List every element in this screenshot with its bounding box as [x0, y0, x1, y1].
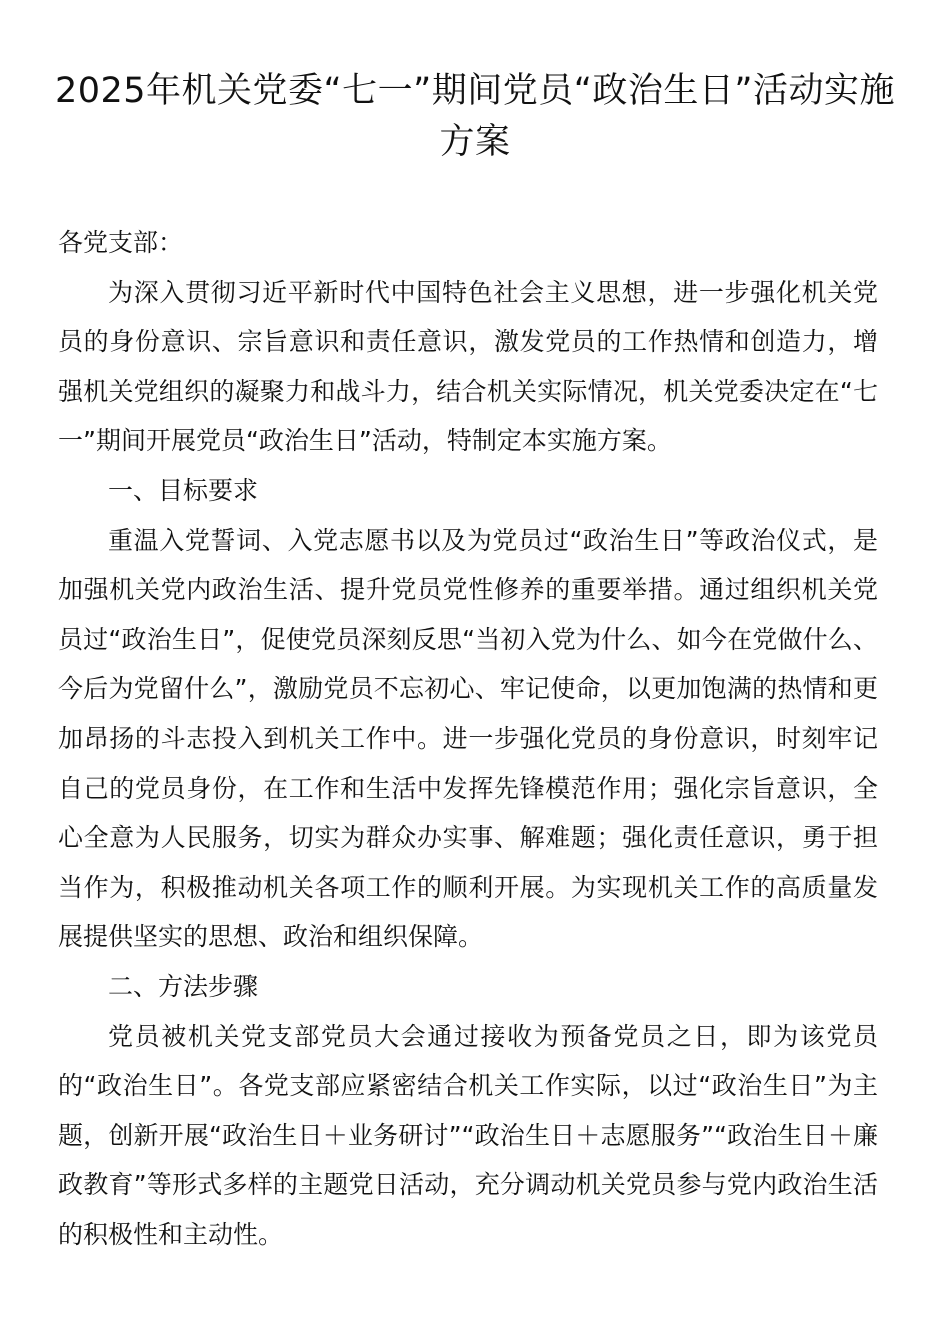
document-body: [58, 218, 878, 1259]
section-paragraph-methods: 党员被机关党支部党员大会通过接收为预备党员之日，即为该党员的“政治生日”。各党支部应紧密结合机关工作实际，以过“政治生日”为主题，创新开展“政治生日＋业务研讨”“政治生日＋志愿服务”“政治生日＋廉政教育”等形式多样的主题党日活动，充分调动机关党员参与党内政治生活的积极性和主动性。: [58, 1021, 878, 1249]
salutation: 各党支部：: [58, 228, 184, 257]
section-heading-goals: 一、目标要求: [108, 475, 259, 505]
section-heading-methods: 二、方法步骤: [108, 971, 259, 1001]
document-title: 2025年机关党委“七一”期间党员“政治生日”活动实施方案: [54, 71, 896, 162]
section-paragraph-goals: 重温入党誓词、入党志愿书以及为党员过“政治生日”等政治仪式，是加强机关党内政治生活、提升党员党性修养的重要举措。通过组织机关党员过“政治生日”，促使党员深刻反思“当初入党为什么、如今在党做什么、今后为党留什么”，激励党员不忘初心、牢记使命，以更加饱满的热情和更加昂扬的斗志投入到机关工作中。进一步强化党员的身份意识，时刻牢记自己的党员身份，在工作和生活中发挥先锋模范作用；强化宗旨意识，全心全意为人民服务，切实为群众办实事、解难题；强化责任意识，勇于担当作为，积极推动机关各项工作的顺利开展。为实现机关工作的高质量发展提供坚实的思想、政治和组织保障。: [58, 525, 878, 952]
intro-paragraph: 为深入贯彻习近平新时代中国特色社会主义思想，进一步强化机关党员的身份意识、宗旨意识和责任意识，激发党员的工作热情和创造力，增强机关党组织的凝聚力和战斗力，结合机关实际情况，机关党委决定在“七一”期间开展党员“政治生日”活动，特制定本实施方案。: [58, 277, 878, 456]
